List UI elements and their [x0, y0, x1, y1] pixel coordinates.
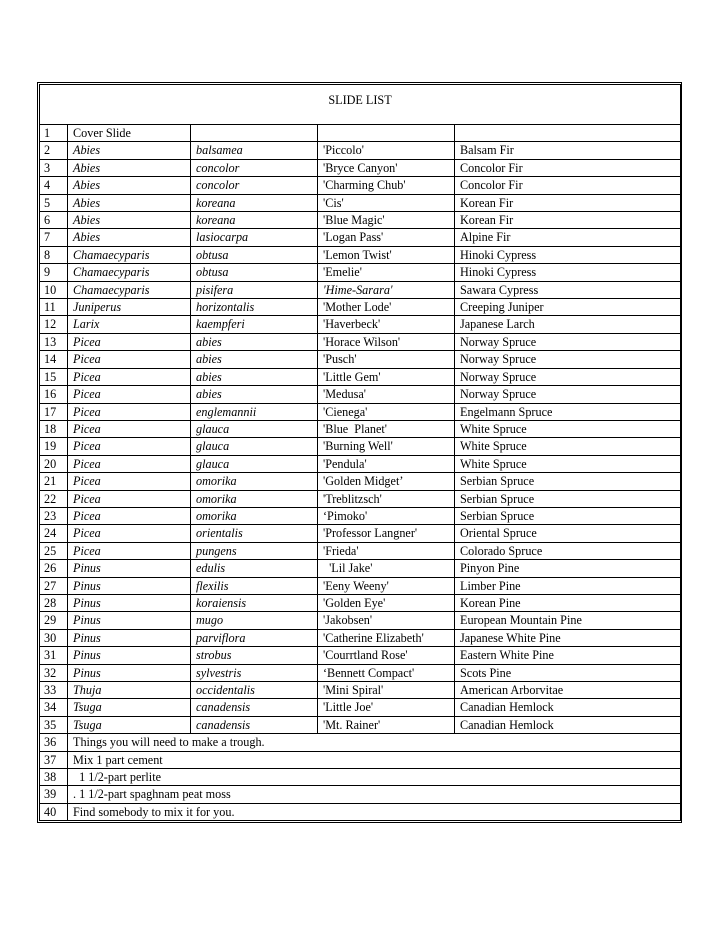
species-cell: pisifera [191, 281, 318, 298]
table-row [40, 525, 681, 542]
row-number: 38 [40, 769, 68, 786]
cultivar-cell: 'Emelie' [318, 264, 455, 281]
species-cell: englemannii [191, 403, 318, 420]
table-row [40, 403, 681, 420]
genus-cell: Picea [68, 403, 191, 420]
table-row [40, 299, 681, 316]
species-cell: strobus [191, 647, 318, 664]
species-cell: koraiensis [191, 594, 318, 611]
genus-cell: Juniperus [68, 299, 191, 316]
row-number: 25 [40, 542, 68, 559]
genus-cell: Picea [68, 420, 191, 437]
species-cell: lasiocarpa [191, 229, 318, 246]
species-cell: abies [191, 386, 318, 403]
cultivar-cell: 'Golden Eye' [318, 594, 455, 611]
common-name-cell: American Arborvitae [455, 682, 681, 699]
cultivar-cell: 'Cienega' [318, 403, 455, 420]
species-cell: canadensis [191, 716, 318, 733]
species-cell: occidentalis [191, 682, 318, 699]
row-number: 7 [40, 229, 68, 246]
row-number: 39 [40, 786, 68, 803]
common-name-cell: Engelmann Spruce [455, 403, 681, 420]
spacer-row [40, 115, 681, 125]
table-row [40, 212, 681, 229]
row-number: 22 [40, 490, 68, 507]
common-name-cell: Japanese White Pine [455, 629, 681, 646]
species-cell: edulis [191, 560, 318, 577]
table-row [40, 177, 681, 194]
common-name-cell: European Mountain Pine [455, 612, 681, 629]
row-number: 5 [40, 194, 68, 211]
genus-cell: Picea [68, 455, 191, 472]
row-number: 8 [40, 246, 68, 263]
table-row [40, 316, 681, 333]
common-name-cell: Scots Pine [455, 664, 681, 681]
species-cell: obtusa [191, 246, 318, 263]
note-text: Mix 1 part cement [68, 751, 681, 768]
table-row [40, 542, 681, 559]
cultivar-cell: 'Lemon Twist' [318, 246, 455, 263]
row-number: 29 [40, 612, 68, 629]
table-row [40, 264, 681, 281]
table-row [40, 159, 681, 176]
table-row [40, 229, 681, 246]
common-name-cell: Canadian Hemlock [455, 699, 681, 716]
note-text: . 1 1/2-part spaghnam peat moss [68, 786, 681, 803]
species-cell: horizontalis [191, 299, 318, 316]
cultivar-cell: 'Logan Pass' [318, 229, 455, 246]
cultivar-cell: 'Treblitzsch' [318, 490, 455, 507]
common-name-cell: Serbian Spruce [455, 490, 681, 507]
row-number: 9 [40, 264, 68, 281]
cultivar-cell: 'Hime-Sarara' [318, 281, 455, 298]
common-name-cell: Norway Spruce [455, 368, 681, 385]
species-cell: koreana [191, 194, 318, 211]
species-cell: pungens [191, 542, 318, 559]
common-name-cell: White Spruce [455, 455, 681, 472]
species-cell: abies [191, 351, 318, 368]
table-row [40, 647, 681, 664]
cultivar-cell: 'Lil Jake' [318, 560, 455, 577]
row-number: 17 [40, 403, 68, 420]
table-row [40, 577, 681, 594]
row-number: 32 [40, 664, 68, 681]
table-row [40, 386, 681, 403]
note-text: Things you will need to make a trough. [68, 734, 681, 751]
genus-cell: Pinus [68, 577, 191, 594]
common-name-cell: Korean Fir [455, 194, 681, 211]
common-name-cell: Concolor Fir [455, 177, 681, 194]
species-cell: canadensis [191, 699, 318, 716]
slide-list-sheet [39, 84, 680, 821]
row-number: 23 [40, 507, 68, 524]
row-number: 19 [40, 438, 68, 455]
title-row [40, 85, 681, 116]
row-number: 1 [40, 125, 68, 142]
genus-cell: Picea [68, 542, 191, 559]
table-row [40, 246, 681, 263]
cultivar-cell: 'Bryce Canyon' [318, 159, 455, 176]
species-cell: orientalis [191, 525, 318, 542]
row-number: 40 [40, 803, 68, 820]
genus-cell: Larix [68, 316, 191, 333]
common-name-cell: Sawara Cypress [455, 281, 681, 298]
species-cell: flexilis [191, 577, 318, 594]
table-row [40, 420, 681, 437]
species-cell: balsamea [191, 142, 318, 159]
genus-cell: Pinus [68, 629, 191, 646]
cultivar-cell: 'Charming Chub' [318, 177, 455, 194]
species-cell: glauca [191, 420, 318, 437]
species-cell: omorika [191, 473, 318, 490]
species-cell: parviflora [191, 629, 318, 646]
genus-cell: Picea [68, 473, 191, 490]
table-row [40, 664, 681, 681]
cultivar-cell [318, 125, 455, 142]
genus-cell: Chamaecyparis [68, 246, 191, 263]
cultivar-cell: 'Haverbeck' [318, 316, 455, 333]
genus-cell: Pinus [68, 612, 191, 629]
species-cell: concolor [191, 159, 318, 176]
genus-cell: Abies [68, 177, 191, 194]
table-row [40, 594, 681, 611]
row-number: 15 [40, 368, 68, 385]
species-cell: sylvestris [191, 664, 318, 681]
table-row [40, 507, 681, 524]
note-text: 1 1/2-part perlite [68, 769, 681, 786]
species-cell: kaempferi [191, 316, 318, 333]
species-cell: obtusa [191, 264, 318, 281]
cultivar-cell: 'Mini Spiral' [318, 682, 455, 699]
row-number: 20 [40, 455, 68, 472]
cultivar-cell: 'Mother Lode' [318, 299, 455, 316]
genus-cell: Picea [68, 525, 191, 542]
cultivar-cell: 'Cis' [318, 194, 455, 211]
genus-cell: Abies [68, 212, 191, 229]
row-number: 34 [40, 699, 68, 716]
table-row [40, 612, 681, 629]
genus-cell: Chamaecyparis [68, 264, 191, 281]
species-cell [191, 125, 318, 142]
note-text: Find somebody to mix it for you. [68, 803, 681, 820]
row-number: 16 [40, 386, 68, 403]
genus-cell: Pinus [68, 647, 191, 664]
table-row [40, 125, 681, 142]
row-number: 12 [40, 316, 68, 333]
row-number: 2 [40, 142, 68, 159]
row-number: 33 [40, 682, 68, 699]
table-row [40, 682, 681, 699]
row-number: 27 [40, 577, 68, 594]
cultivar-cell: 'Catherine Elizabeth' [318, 629, 455, 646]
species-cell: glauca [191, 455, 318, 472]
table-row [40, 281, 681, 298]
table-row [40, 438, 681, 455]
cultivar-cell: ‘Bennett Compact' [318, 664, 455, 681]
genus-cell: Abies [68, 142, 191, 159]
genus-cell: Cover Slide [68, 125, 191, 142]
common-name-cell: Canadian Hemlock [455, 716, 681, 733]
note-row [40, 769, 681, 786]
note-row [40, 734, 681, 751]
common-name-cell: Alpine Fir [455, 229, 681, 246]
common-name-cell: Concolor Fir [455, 159, 681, 176]
genus-cell: Picea [68, 490, 191, 507]
species-cell: koreana [191, 212, 318, 229]
slide-list-table [39, 84, 681, 821]
table-row [40, 142, 681, 159]
table-row [40, 351, 681, 368]
cultivar-cell: 'Golden Midget’ [318, 473, 455, 490]
common-name-cell: White Spruce [455, 438, 681, 455]
cultivar-cell: 'Courrtland Rose' [318, 647, 455, 664]
table-row [40, 473, 681, 490]
common-name-cell: Colorado Spruce [455, 542, 681, 559]
genus-cell: Picea [68, 438, 191, 455]
cultivar-cell: 'Pendula' [318, 455, 455, 472]
note-row [40, 786, 681, 803]
cultivar-cell: 'Burning Well' [318, 438, 455, 455]
row-number: 30 [40, 629, 68, 646]
cultivar-cell: 'Eeny Weeny' [318, 577, 455, 594]
genus-cell: Picea [68, 351, 191, 368]
table-title: SLIDE LIST [40, 85, 681, 116]
row-number: 3 [40, 159, 68, 176]
common-name-cell: Serbian Spruce [455, 507, 681, 524]
genus-cell: Picea [68, 333, 191, 350]
common-name-cell: White Spruce [455, 420, 681, 437]
cultivar-cell: 'Mt. Rainer' [318, 716, 455, 733]
note-row [40, 751, 681, 768]
row-number: 36 [40, 734, 68, 751]
cultivar-cell: 'Horace Wilson' [318, 333, 455, 350]
genus-cell: Pinus [68, 594, 191, 611]
species-cell: concolor [191, 177, 318, 194]
common-name-cell: Korean Fir [455, 212, 681, 229]
genus-cell: Picea [68, 507, 191, 524]
species-cell: omorika [191, 490, 318, 507]
cultivar-cell: 'Frieda' [318, 542, 455, 559]
table-row [40, 629, 681, 646]
species-cell: glauca [191, 438, 318, 455]
genus-cell: Abies [68, 194, 191, 211]
genus-cell: Tsuga [68, 699, 191, 716]
table-row [40, 455, 681, 472]
cultivar-cell: 'Little Gem' [318, 368, 455, 385]
cultivar-cell: 'Piccolo' [318, 142, 455, 159]
cultivar-cell: 'Medusa' [318, 386, 455, 403]
cultivar-cell: 'Jakobsen' [318, 612, 455, 629]
genus-cell: Tsuga [68, 716, 191, 733]
common-name-cell: Serbian Spruce [455, 473, 681, 490]
common-name-cell: Creeping Juniper [455, 299, 681, 316]
note-row [40, 803, 681, 820]
common-name-cell: Japanese Larch [455, 316, 681, 333]
table-row [40, 333, 681, 350]
row-number: 24 [40, 525, 68, 542]
cultivar-cell: 'Blue Magic' [318, 212, 455, 229]
common-name-cell: Limber Pine [455, 577, 681, 594]
common-name-cell: Norway Spruce [455, 386, 681, 403]
genus-cell: Pinus [68, 560, 191, 577]
common-name-cell: Norway Spruce [455, 351, 681, 368]
cultivar-cell: 'Little Joe' [318, 699, 455, 716]
cultivar-cell: 'Pusch' [318, 351, 455, 368]
row-number: 4 [40, 177, 68, 194]
row-number: 13 [40, 333, 68, 350]
table-row [40, 490, 681, 507]
genus-cell: Abies [68, 159, 191, 176]
cultivar-cell: ‘Pimoko' [318, 507, 455, 524]
genus-cell: Chamaecyparis [68, 281, 191, 298]
common-name-cell: Korean Pine [455, 594, 681, 611]
common-name-cell: Oriental Spruce [455, 525, 681, 542]
genus-cell: Pinus [68, 664, 191, 681]
row-number: 31 [40, 647, 68, 664]
common-name-cell: Balsam Fir [455, 142, 681, 159]
row-number: 28 [40, 594, 68, 611]
common-name-cell: Norway Spruce [455, 333, 681, 350]
table-row [40, 194, 681, 211]
species-cell: abies [191, 333, 318, 350]
row-number: 21 [40, 473, 68, 490]
table-row [40, 716, 681, 733]
cultivar-cell: 'Professor Langner' [318, 525, 455, 542]
row-number: 6 [40, 212, 68, 229]
common-name-cell [455, 125, 681, 142]
row-number: 14 [40, 351, 68, 368]
common-name-cell: Hinoki Cypress [455, 246, 681, 263]
row-number: 11 [40, 299, 68, 316]
table-row [40, 699, 681, 716]
table-row [40, 560, 681, 577]
table-row [40, 368, 681, 385]
common-name-cell: Hinoki Cypress [455, 264, 681, 281]
row-number: 10 [40, 281, 68, 298]
row-number: 37 [40, 751, 68, 768]
species-cell: mugo [191, 612, 318, 629]
species-cell: abies [191, 368, 318, 385]
cultivar-cell: 'Blue Planet' [318, 420, 455, 437]
common-name-cell: Pinyon Pine [455, 560, 681, 577]
row-number: 26 [40, 560, 68, 577]
spacer-cell [40, 115, 681, 125]
common-name-cell: Eastern White Pine [455, 647, 681, 664]
genus-cell: Picea [68, 386, 191, 403]
row-number: 35 [40, 716, 68, 733]
genus-cell: Picea [68, 368, 191, 385]
species-cell: omorika [191, 507, 318, 524]
genus-cell: Abies [68, 229, 191, 246]
genus-cell: Thuja [68, 682, 191, 699]
row-number: 18 [40, 420, 68, 437]
